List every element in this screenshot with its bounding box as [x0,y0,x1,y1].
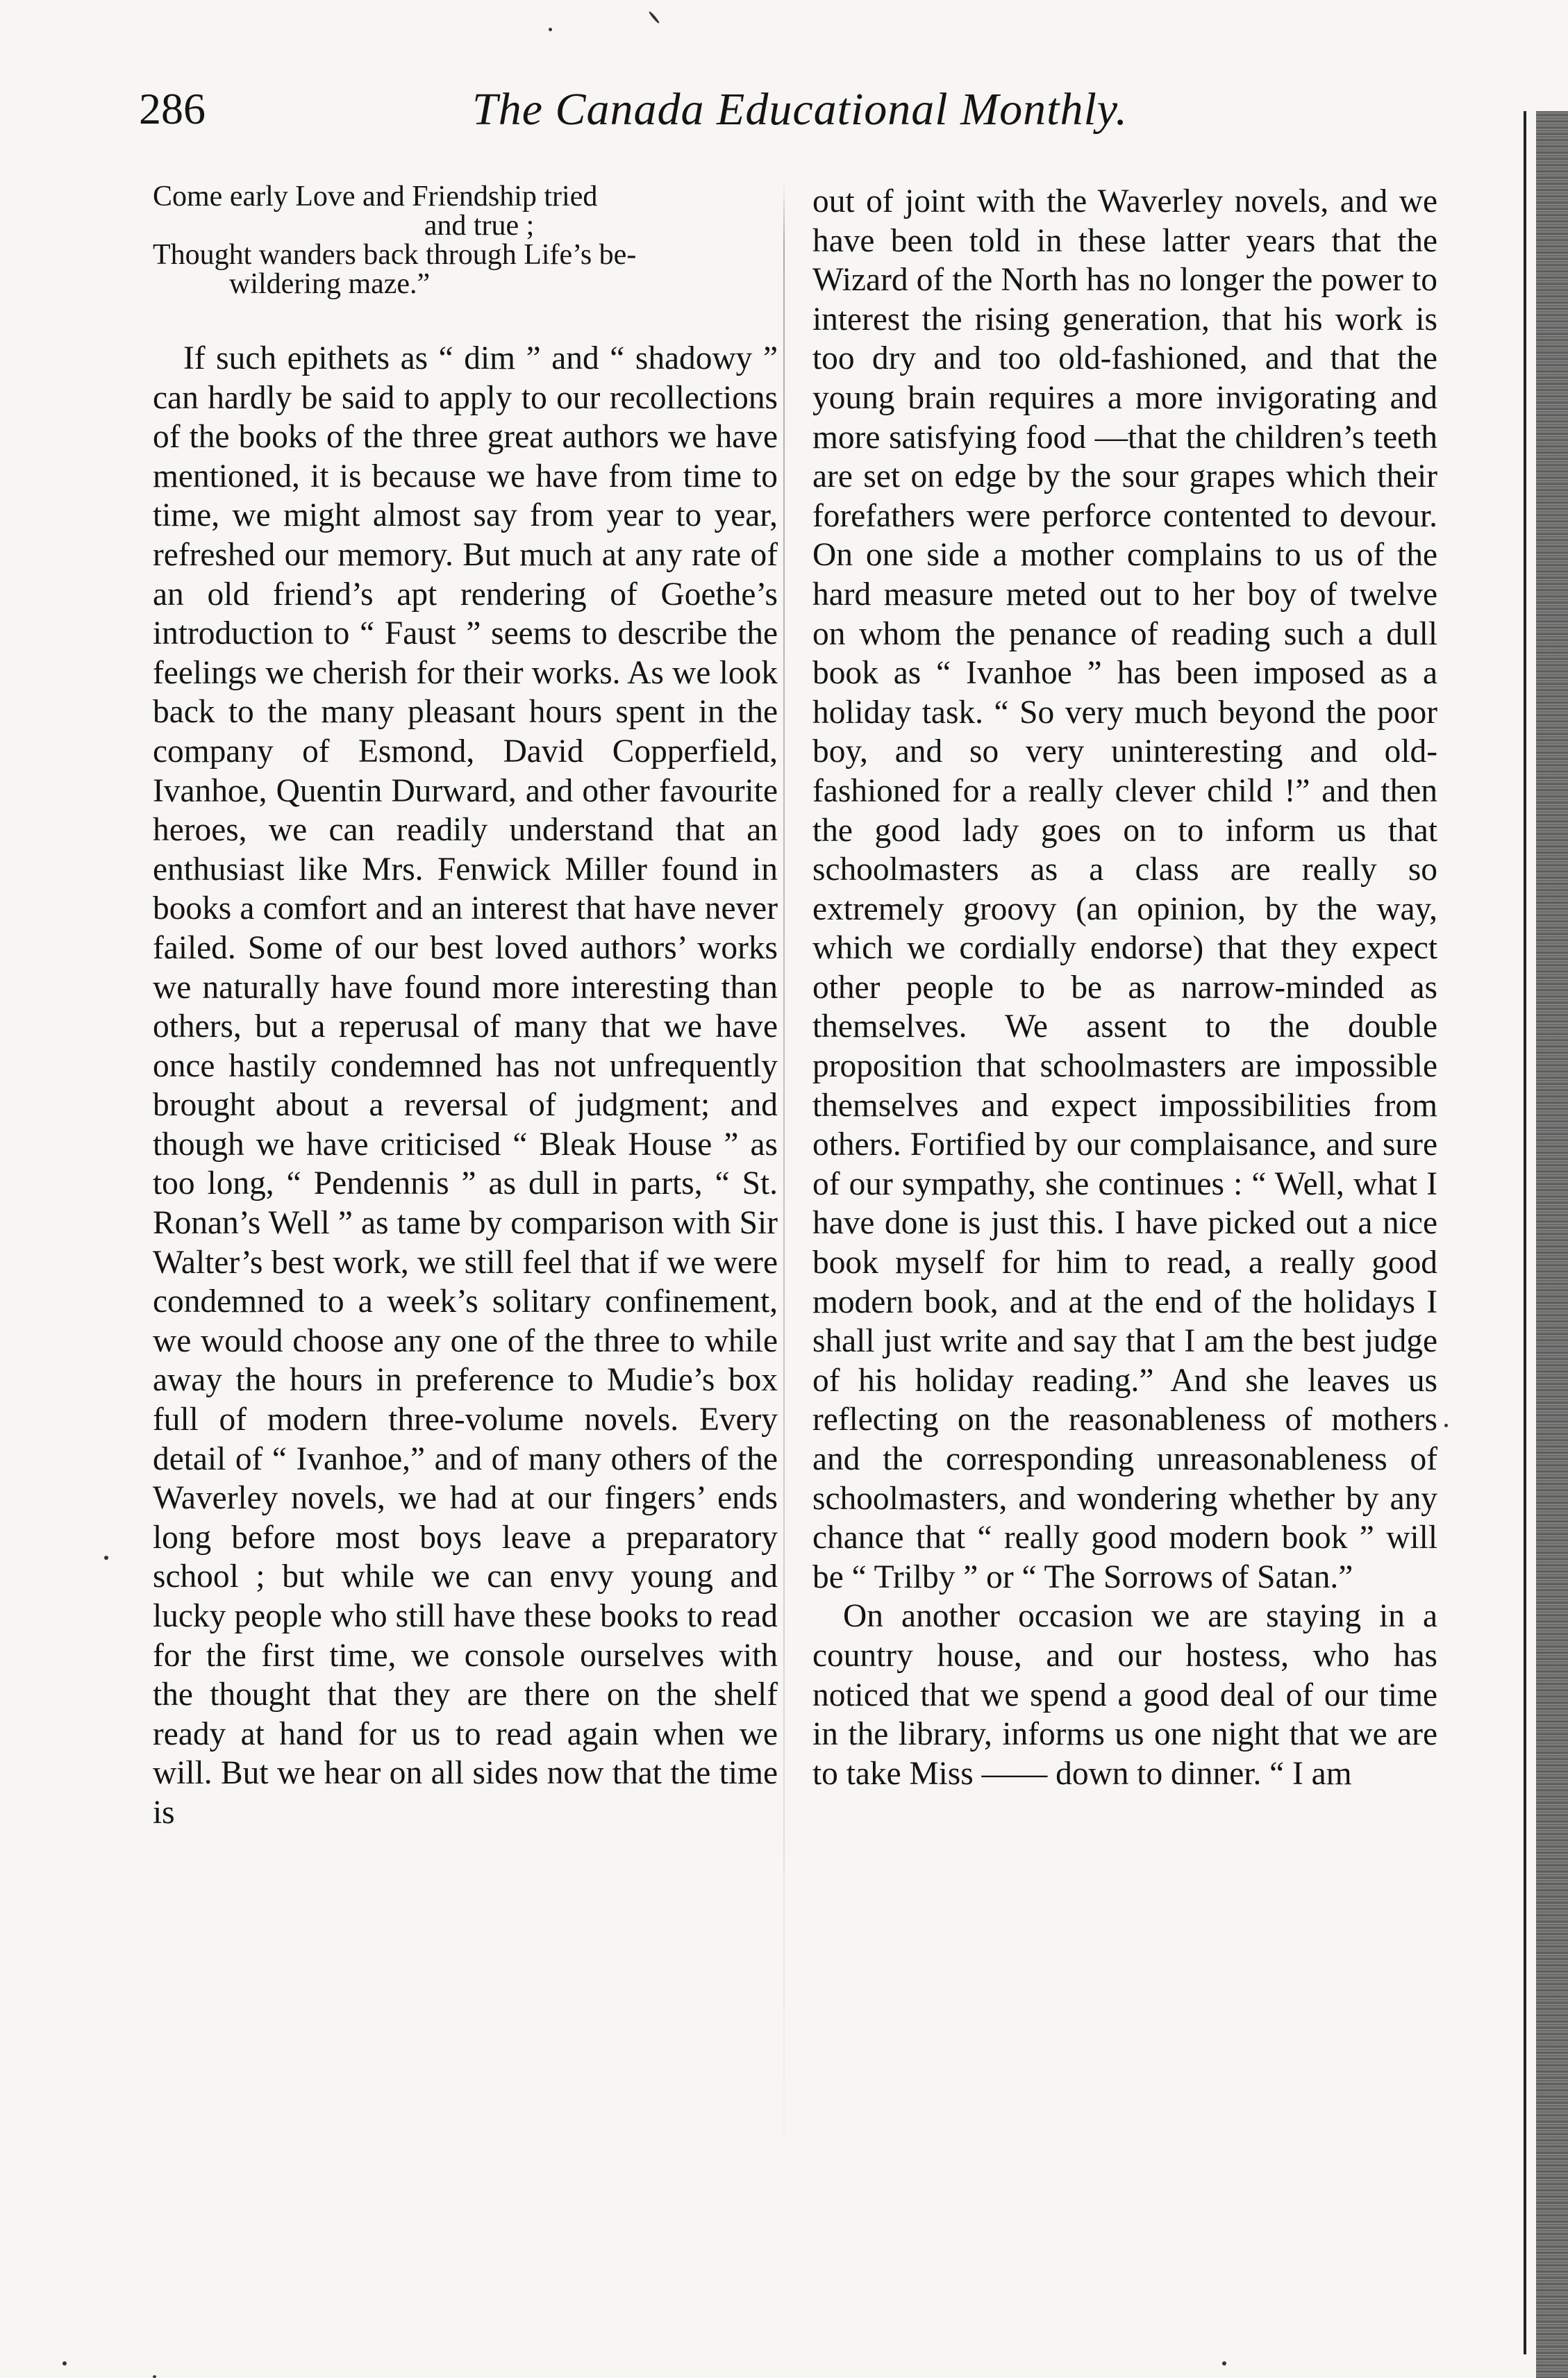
body-paragraph-continued: out of joint with the Waverley novels, and we have been told in these latter years that the Wizard of the North has no longer the power to interest the rising generation, that his work is too dry and too old-fashioned, and that the young brain requires a more invigorating and more satisfying food —that the children’s teeth are set on edge by the sour grapes which their forefathers were perforce contented to devour. On one side a mother complains to us of the hard measure meted out to her boy of twelve on whom the penance of reading such a dull book as “ Ivanhoe ” has been imposed as a holiday task. “ So very much beyond the poor boy, and so very uninteresting and old-fashioned for a really clever child !” and then the good lady goes on to inform us that schoolmasters as a class are really so extremely groovy (an opinion, by the way, which we cordially endorse) that they expect other people to be as narrow-minded as themselves. We assent to the double proposition that schoolmasters are impossible themselves and expect impossibilities from others. Fortified by our complaisance, and sure of our sympathy, she continues : “ Well, what I have done is just this. I have picked out a nice book myself for him to read, a really good modern book, and at the end of the holidays I shall just write and say that I am the best judge of his holiday reading.” And she leaves us reflecting on the reasonableness of mothers and the corresponding unreasonableness of schoolmasters, and wondering whether by any chance that “ really good modern book ” will be “ Trilby ” or “ The Sorrows of Satan.” [812,183,1437,1595]
verse-quotation [153,182,778,299]
scan-speck [62,2361,67,2365]
left-column [153,182,778,1833]
scan-speck [1222,2361,1226,2365]
body-paragraph: If such epithets as “ dim ” and “ shadowy ” can hardly be said to apply to our recollections of the books of the three great authors we have mentioned, it is because we have from time to time, we might almost say from year to year, refreshed our memory. But much at any rate of an old friend’s apt rendering of Goethe’s introduction to “ Faust ” seems to describe the feelings we cherish for their works. As we look back to the many pleasant hours spent in the company of Esmond, David Copperfield, Ivanhoe, Quentin Durward, and other favourite heroes, we can readily understand that an enthusiast like Mrs. Fenwick Miller found in books a comfort and an interest that have never failed. Some of our best loved authors’ works we naturally have found more interesting than others, but a reperusal of many that we have once hastily condemned has not unfrequently brought about a reversal of judgment; and though we have criticised “ Bleak House ” as too long, “ Pendennis ” as dull in parts, “ St. Ronan’s Well ” as tame by comparison with Sir Walter’s best work, we still feel that if we were condemned to a week’s solitary confinement, we would choose any one of the three to while away the hours in preference to Mudie’s box full of modern three-volume novels. Every detail of “ Ivanhoe,” and of many others of the Waverley novels, we had at our fingers’ ends long before most boys leave a preparatory school ; but while we can envy young and lucky people who still have these books to read for the first time, we console ourselves with the thought that they are there on the shelf ready at hand for us to read again when we will. But we hear on all sides now that the time is [153,340,778,1831]
verse-line: Come early Love and Friendship tried [153,181,598,213]
right-column [812,182,1437,1793]
column-divider [783,182,785,2196]
scan-speck [549,28,552,31]
scan-speck [648,10,660,24]
verse-line: and true ; [424,210,535,242]
scan-speck [104,1556,108,1560]
journal-title: The Canada Educational Monthly. [472,84,1128,135]
page-edge-shadow [1536,111,1568,2378]
verse-line: Thought wanders back through Life’s be- [153,239,637,271]
running-header [139,83,1444,146]
scan-speck [1444,1424,1448,1427]
page-edge-rule [1524,111,1526,2354]
body-paragraph: On another occasion we are staying in a country house, and our hostess, who has noticed that we spend a good deal of our time in the library, informs us one night that we are to take Miss —— down to dinner. “ I am [812,1598,1437,1792]
page-number: 286 [139,84,206,133]
scan-speck [153,2375,156,2378]
verse-line: wildering maze.” [229,268,431,300]
